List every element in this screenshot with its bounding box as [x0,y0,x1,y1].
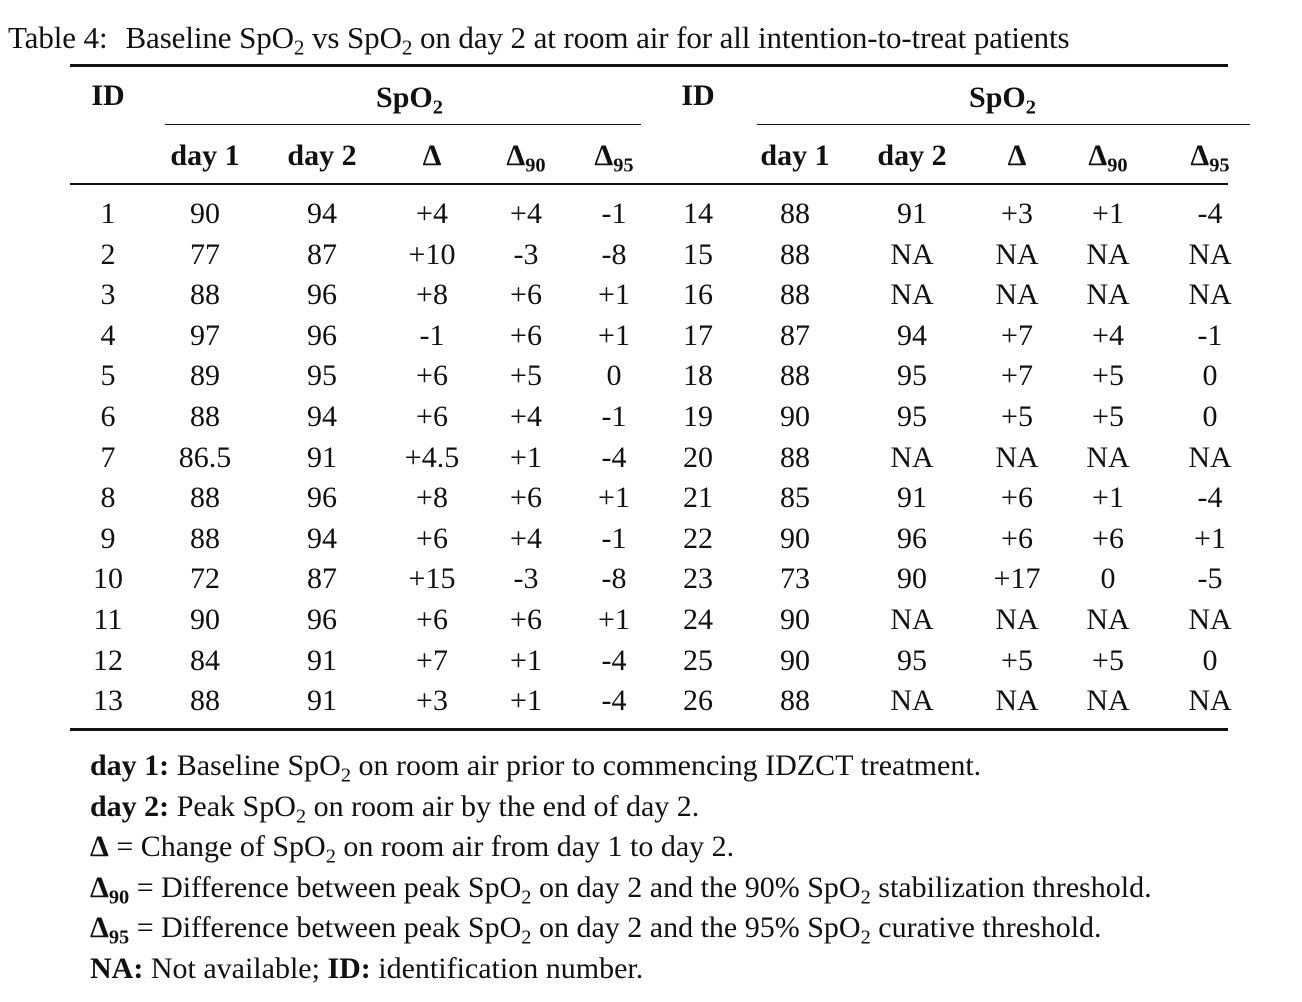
table-cell: +6 [510,481,542,514]
table-cell: 95 [307,359,337,392]
row-id: 20 [683,441,713,474]
row-id: 14 [683,197,713,230]
table-cell: +5 [510,359,542,392]
table-cell: -3 [513,562,539,595]
table-caption [8,18,1069,58]
table-cell: +4 [1092,319,1124,352]
table-cell: +1 [598,603,630,636]
table-cell: NA [995,278,1039,311]
table-cell: 0 [1100,562,1116,595]
table-cell: -4 [601,441,627,474]
table-cell: 90 [780,400,810,433]
table-cell: +3 [1001,197,1033,230]
header-rule [70,183,1228,185]
table-cell: 91 [307,684,337,717]
header-spo2-right: SpO$_2$ [969,81,1036,119]
table-cell: +5 [1092,644,1124,677]
table-cell: NA [1188,278,1232,311]
table-cell: +6 [416,359,448,392]
table-cell: 73 [780,562,810,595]
row-id: 11 [93,603,123,636]
header-col-5-right: $\Delta_{95}$ [1190,139,1230,177]
header-col-3-left: Δ [422,139,442,172]
row-id: 2 [100,238,116,271]
table-cell: NA [995,603,1039,636]
table-cell: +6 [1092,522,1124,555]
row-id: 26 [683,684,713,717]
table-cell: 96 [307,481,337,514]
table-cell: +1 [1194,522,1226,555]
table-cell: 88 [780,278,810,311]
row-id: 21 [683,481,713,514]
bottom-rule [70,728,1228,731]
row-id: 13 [93,684,123,717]
table-cell: 87 [780,319,810,352]
header-col-1-right: day 1 [760,139,830,172]
row-id: 10 [93,562,123,595]
header-col-4-right: $\Delta_{90}$ [1088,139,1128,177]
table-cell: +8 [416,278,448,311]
header-col-2-right: day 2 [877,139,947,172]
table-cell: 88 [780,441,810,474]
table-cell: +15 [408,562,456,595]
table-cell: -1 [601,197,627,230]
table-cell: -5 [1197,562,1223,595]
row-id: 15 [683,238,713,271]
table-cell: +6 [510,319,542,352]
table-cell: 96 [307,319,337,352]
table-cell: NA [1188,684,1232,717]
note-line: $\Delta_{90}$ = Difference between peak SpO$_2$ on day 2 and the 90% SpO$_2$ stabilization threshold. [90,871,1152,909]
table-cell: 72 [190,562,220,595]
table-cell: +1 [598,278,630,311]
row-id: 9 [100,522,116,555]
table-cell: -1 [601,400,627,433]
table-cell: +1 [598,481,630,514]
row-id: 25 [683,644,713,677]
header-spo2-left: SpO$_2$ [376,81,443,119]
table-cell: 87 [307,562,337,595]
header-col-2-left: day 2 [287,139,357,172]
table-cell: +3 [416,684,448,717]
table-cell: 87 [307,238,337,271]
table-cell: NA [1086,238,1130,271]
table-cell: +1 [510,644,542,677]
table-cell: +1 [598,319,630,352]
table-cell: NA [890,238,934,271]
table-cell: +5 [1092,400,1124,433]
row-id: 17 [683,319,713,352]
row-id: 8 [100,481,116,514]
table-cell: +1 [510,441,542,474]
note-line: NA: Not available; ID: identification number. [90,952,644,985]
table-cell: NA [1086,603,1130,636]
table-cell: -4 [1197,197,1223,230]
row-id: 19 [683,400,713,433]
row-id: 3 [100,278,116,311]
table-cell: 90 [780,522,810,555]
table-cell: +6 [1001,522,1033,555]
table-cell: +4 [510,522,542,555]
table-cell: +6 [510,278,542,311]
table-cell: NA [1086,278,1130,311]
table-cell: +1 [510,684,542,717]
table-cell: 91 [307,644,337,677]
table-cell: 96 [307,278,337,311]
row-id: 12 [93,644,123,677]
table-cell: 94 [897,319,927,352]
table-cell: +7 [1001,359,1033,392]
row-id: 6 [100,400,116,433]
table-label: Table 4: [8,20,108,55]
table-cell: 96 [307,603,337,636]
table-cell: 88 [780,238,810,271]
table-cell: 84 [190,644,220,677]
table-cell: +4.5 [404,441,460,474]
top-rule [70,64,1228,67]
table-cell: 96 [897,522,927,555]
note-line: day 2: Peak SpO$_2$ on room air by the end of day 2. [90,790,700,828]
table-cell: 0 [606,359,622,392]
table-cell: NA [1086,684,1130,717]
table-cell: -3 [513,238,539,271]
header-col-4-left: $\Delta_{90}$ [506,139,546,177]
table-cell: 91 [307,441,337,474]
table-cell: 88 [190,278,220,311]
table-cell: +7 [416,644,448,677]
table-cell: +6 [416,522,448,555]
table-cell: -4 [601,644,627,677]
header-col-3-right: Δ [1007,139,1027,172]
row-id: 16 [683,278,713,311]
group-rule-left [165,124,641,125]
table-cell: 90 [190,603,220,636]
table-cell: 88 [190,481,220,514]
table-cell: -8 [601,562,627,595]
table-cell: 88 [190,522,220,555]
table-cell: NA [1086,441,1130,474]
table-cell: 90 [897,562,927,595]
row-id: 7 [100,441,116,474]
table-cell: +5 [1001,400,1033,433]
header-id-left: ID [91,79,125,112]
table-cell: -1 [1197,319,1223,352]
table-cell: 90 [190,197,220,230]
table-cell: 86.5 [178,441,232,474]
table-cell: 97 [190,319,220,352]
table-cell: 0 [1202,400,1218,433]
table-cell: 88 [780,197,810,230]
table-cell: 95 [897,400,927,433]
table-cell: +6 [416,400,448,433]
table-cell: NA [995,684,1039,717]
table-cell: 90 [780,644,810,677]
table-cell: +10 [408,238,456,271]
table-cell: +6 [510,603,542,636]
note-line: day 1: Baseline SpO$_2$ on room air prior to commencing IDZCT treatment. [90,749,982,787]
table-cell: 77 [190,238,220,271]
note-line: Δ = Change of SpO$_2$ on room air from day 1 to day 2. [90,830,735,868]
table-cell: 85 [780,481,810,514]
row-id: 23 [683,562,713,595]
table-cell: 89 [190,359,220,392]
table-cell: +1 [1092,481,1124,514]
header-col-1-left: day 1 [170,139,240,172]
table-cell: NA [890,684,934,717]
table-cell: 91 [897,197,927,230]
note-line: $\Delta_{95}$ = Difference between peak SpO$_2$ on day 2 and the 95% SpO$_2$ curative threshold. [90,911,1102,949]
table-cell: 95 [897,644,927,677]
table-cell: 88 [190,684,220,717]
table-cell: -4 [601,684,627,717]
table-cell: NA [995,441,1039,474]
row-id: 22 [683,522,713,555]
table-cell: +4 [510,197,542,230]
table-cell: NA [890,441,934,474]
table-cell: +5 [1001,644,1033,677]
table-cell: NA [890,278,934,311]
row-id: 5 [100,359,116,392]
caption-text: Baseline SpO$_2$ vs SpO$_2$ on day 2 at room air for all intention-to-treat patients [125,20,1070,60]
table-cell: NA [1188,603,1232,636]
header-id-right: ID [681,79,715,112]
table-cell: +6 [416,603,448,636]
table-cell: -1 [601,522,627,555]
table-cell: 94 [307,522,337,555]
table-cell: +1 [1092,197,1124,230]
row-id: 4 [100,319,116,352]
table-cell: 95 [897,359,927,392]
table-cell: +7 [1001,319,1033,352]
table-cell: -8 [601,238,627,271]
table-cell: +4 [416,197,448,230]
table-cell: +17 [993,562,1041,595]
table-cell: -4 [1197,481,1223,514]
header-col-5-left: $\Delta_{95}$ [594,139,634,177]
row-id: 18 [683,359,713,392]
table-cell: 88 [780,359,810,392]
table-cell: NA [995,238,1039,271]
table-cell: NA [890,603,934,636]
table-cell: 88 [190,400,220,433]
table-cell: +6 [1001,481,1033,514]
table-cell: 88 [780,684,810,717]
row-id: 24 [683,603,713,636]
table-cell: 94 [307,400,337,433]
table-cell: 90 [780,603,810,636]
table-cell: 0 [1202,644,1218,677]
table-cell: +5 [1092,359,1124,392]
table-cell: 0 [1202,359,1218,392]
table-cell: NA [1188,238,1232,271]
table-cell: NA [1188,441,1232,474]
table-cell: -1 [419,319,445,352]
table-cell: 94 [307,197,337,230]
table-cell: +4 [510,400,542,433]
row-id: 1 [100,197,116,230]
table-cell: 91 [897,481,927,514]
table-cell: +8 [416,481,448,514]
group-rule-right [757,124,1250,125]
